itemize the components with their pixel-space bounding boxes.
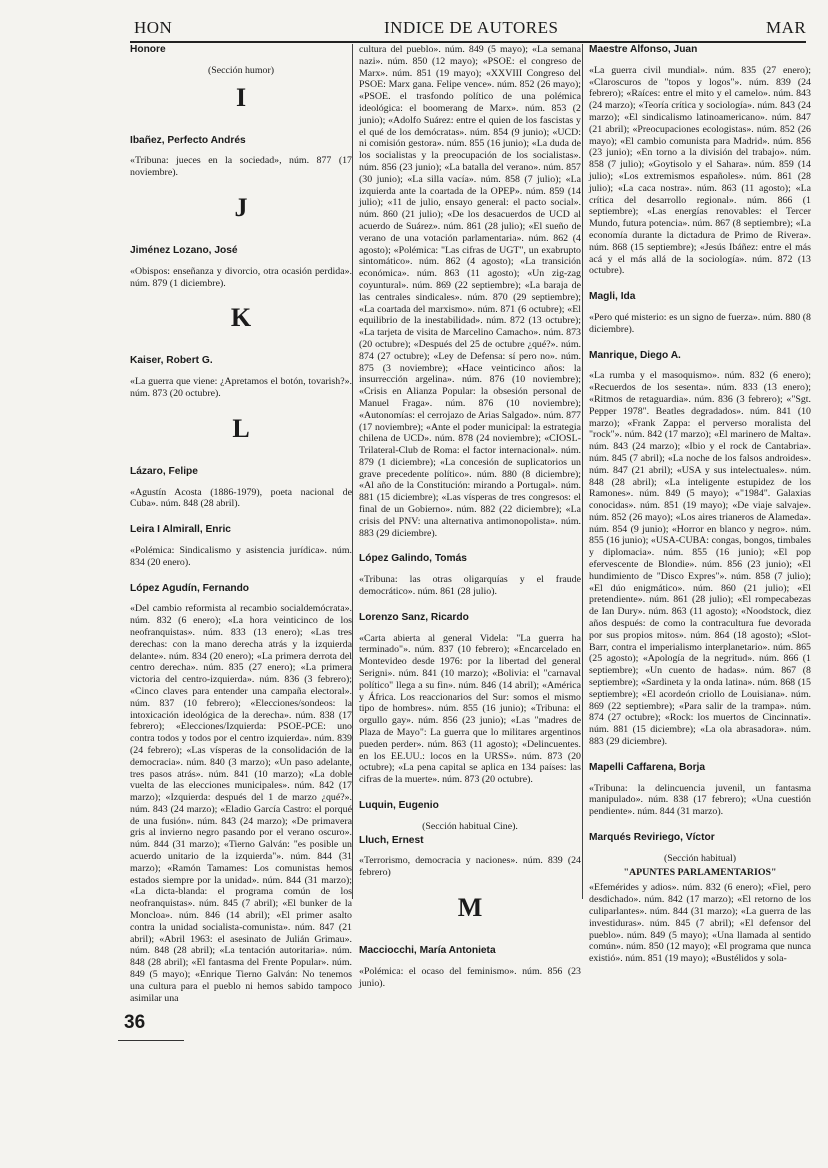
index-entry: «La rumba y el masoquismo». núm. 832 (6 enero); «Recuerdos de los sesenta». núm. 833 (13 enero); «Ritmos de retaguardia». núm. 836 (3 febrero); «"Sgt. Pepper 1978". Beatles degradados». núm. 841 (10 marzo); «Frank Zappa: el perverso moralista del "rock"». núm. 842 (17 marzo); «El marinero de Malta». núm. 843 (24 marzo); «Ibio y el rock de Cantabria». núm. 845 (7 abril); «La noche de los falsos androides». núm. 847 (21 abril); «USA y sus intelectuales». núm. 848 (28 abril); «La inteligente estupidez de los Ramones». núm. 849 (5 mayo); «"1984". Galaxias conocidas». núm. 851 (19 mayo); «De viaje salvaje». núm. 852 (26 mayo); «Los aires trianeros de Alameda». núm. 854 (9 junio); «Horror en blanco y negro». núm. 855 (16 junio); «USA-CUBA: congas, bongos, timbales y diplomacia». núm. 855 (16 junio); «El pop efervescente de Blondie». núm. 856 (23 junio); «El hundimiento de "Disco Expres"». núm. 858 (7 julio); «El dúo enigmático». núm. 860 (21 julio); «El pretendiente». núm. 861 (28 julio); «El rompecabezas de Ian Dury». núm. 863 (11 agosto); «Noodstock, diez años después: de como la contracultura fue devorada por sus propios mitos». núm. 864 (18 agosto); «Slot-Barr, contra el imperialismo interplanetario». núm. 865 (25 agosto); «Apología de la negritud». núm. 866 (1 septiembre); «Un cuento de hadas». núm. 867 (8 septiembre); «Sardineta y la onda latina». núm. 868 (15 septiembre); «El acordeón criollo de Louisiana». núm. 869 (22 septiembre); «Para salir de la trampa». núm. 874 (27 octubre); «Rock: los muertos de Cincinnati». núm. 881 (15 diciembre); «La ola abrasadora». núm. 883 (29 diciembre).	[589, 370, 811, 748]
author-name: López Galindo, Tomás	[359, 553, 467, 565]
column-divider-2	[582, 44, 583, 899]
author-name: Luquin, Eugenio	[359, 800, 439, 812]
footer-rule	[118, 1040, 184, 1041]
index-entry: «Obispos: enseñanza y divorcio, otra ocasión perdida». núm. 879 (1 diciembre).	[130, 265, 352, 289]
header-title: INDICE DE AUTORES	[384, 18, 559, 37]
section-letter: K	[230, 303, 252, 333]
section-letter: J	[234, 192, 248, 222]
index-entry: «Del cambio reformista al recambio socialdemócrata». núm. 832 (6 enero); «La hora veinticinco de los neofranquistas». núm. 833 (13 enero); «Las tres derechas: con la mano derecha atrás y la izquierda delante». núm. 834 (20 enero); «La primera derrota del centro derecha». núm. 835 (27 enero); «La primera victoria del centro-izquierda». núm. 836 (3 febrero); «Cinco claves para entender una campaña electoral». núm. 837 (10 febrero); «Elecciones/sondeos: la intoxicación ideológica de la derecha». núm. 838 (17 febrero); «Elecciones/Izquierda: PSOE-PCE: uno contra todos y todos por el centro izquierda». núm. 839 (24 febrero); «Las vísperas de la consolidación de la democracia». núm. 840 (3 marzo); «Un paso adelante, tres pasos atrás». núm. 841 (10 marzo); «La doble vuelta de las elecciones municipales». núm. 842 (17 marzo); «Izquierda: después del 1 de marzo ¿qué?». núm. 843 (24 marzo); «Eladio García Castro: el porqué de una fusión». núm. 843 (24 marzo); «De primavera gris al invierno negro pasando por el verano oscuro». núm. 844 (31 marzo); «Tierno Galván: "es posible un acuerdo unitario de la izquierda"». núm. 844 (31 marzo); «Ramón Tamames: Los comunistas hemos estados siempre por la unidad». núm. 844 (31 marzo); «La dicta-blanda: el programa común de los neofranquistas». núm. 845 (7 abril); «El bunker de la Moncloa». núm. 846 (14 abril); «El primer asalto contra la unidad socialista-comunista». núm. 847 (21 abril); «Abril 1963: el asesinato de Julián Grimau». núm. 848 (28 abril); «La tentación autoritaria». núm. 848 (28 abril); «El fantasma del Frente Popular». núm. 849 (5 mayo); «Enrique Tierno Galván: No tenemos una cultura para el pueblo ni hemos sabido tampoco asimilar una	[130, 603, 352, 1004]
column-divider-1	[352, 44, 353, 899]
column-1	[130, 44, 352, 1018]
index-entry: «Polémica: el ocaso del feminismo». núm. 856 (23 junio).	[359, 965, 581, 989]
index-entry: «Pero qué misterio: es un signo de fuerza». núm. 880 (8 diciembre).	[589, 311, 811, 335]
header-right: MAR	[766, 18, 807, 37]
author-name: Marqués Reviriego, Víctor	[589, 832, 715, 844]
index-entry: «Tribuna: la delincuencia juvenil, un fantasma manipulado». núm. 838 (17 febrero); «Una cuestión pendiente». núm. 844 (31 marzo).	[589, 782, 811, 818]
section-note: (Sección habitual)	[663, 852, 737, 864]
index-entry: «Agustín Acosta (1886-1979), poeta nacional de Cuba». núm. 848 (28 abril).	[130, 486, 352, 510]
section-letter: I	[235, 82, 247, 112]
section-title: "APUNTES PARLAMENTARIOS"	[623, 866, 777, 878]
index-entry: «Carta abierta al general Videla: "La guerra ha terminado"». núm. 837 (10 febrero); «Encarcelado en Montevideo desde 1976: por la libertad del general Serigni». núm. 841 (10 marzo); «Bolivia: el "carnaval político" llega a su fin». núm. 846 (14 abril); «América y África. Los reaccionarios del Sur: somos el mismo tipo de hombres». núm. 855 (16 junio); «Tribuna: el orgullo gay». núm. 856 (23 junio); «Las "madres de Plaza de Mayo": La guerra que lo militares argentinos pueden perder». núm. 863 (11 agosto); «Delincuentes. en los EE.UU.: locos en la URSS». núm. 873 (20 octubre); «La pena capital se aplica en 134 países: las cifras de la muerte». núm. 873 (20 octubre).	[359, 632, 581, 786]
header-rule	[130, 41, 806, 43]
author-name: Manrique, Diego A.	[589, 349, 681, 361]
author-name: Jiménez Lozano, José	[130, 244, 238, 256]
section-note: (Sección habitual Cine).	[422, 820, 518, 832]
column-2	[359, 44, 581, 1003]
author-name: Lázaro, Felipe	[130, 465, 198, 477]
index-entry: «Tribuna: jueces en la sociedad», núm. 877 (17 noviembre).	[130, 155, 352, 179]
author-name: Mapelli Caffarena, Borja	[589, 761, 706, 773]
section-letter: M	[457, 893, 483, 922]
index-entry: «Efemérides y adios». núm. 832 (6 enero); «Fiel, pero desdichado». núm. 842 (17 marzo); «El retorno de los culiparlantes». núm. 844 (31 marzo); «La guerra de las investiduras». núm. 845 (7 abril); «El defensor del pueblo». núm. 849 (5 mayo); «Una llamada al sentido común». núm. 850 (12 mayo); «El programa que nunca existió». núm. 851 (19 mayo); «Bustélidos y sola-	[589, 882, 811, 965]
index-entry: «La guerra civil mundial». núm. 835 (27 enero); «Claroscuros de "topos y logos"». núm. 839 (24 febrero); «Raíces: entre el mito y el camelo». núm. 843 (24 marzo); «Teoría crítica y sociología». núm. 843 (24 marzo); «El sindicalismo latinoamericano». núm. 847 (21 abril); «Preocupaciones ecologistas». núm. 852 (26 mayo); «El cambio comunista para Madrid». núm. 856 (23 junio); «En torno a la división del trabajo». núm. 858 (7 julio); «Goytisolo y el Sahara». núm. 859 (14 julio); «Los extremismos españoles». núm. 861 (28 julio); «La caca nostra». núm. 863 (11 agosto); «La crítica del desarrollo regional». núm. 866 (1 septiembre); «Las energías renovables: el Tercer Mundo, futura potencia». núm. 867 (8 septiembre); «La economía durante la dictadura de Primo de Rivera». núm. 868 (15 septiembre); «Jesús Ibáñez: entre el más acá y el más allá de la sociología». núm. 872 (13 octubre).	[589, 64, 811, 277]
index-entry: «Tribuna: las otras oligarquías y el fraude democrático». núm. 861 (28 julio).	[359, 574, 581, 598]
author-name: Kaiser, Robert G.	[130, 355, 213, 367]
index-entry: cultura del pueblo». núm. 849 (5 mayo); «La semana nazi». núm. 850 (12 mayo); «PSOE: el congreso de Marx». núm. 851 (19 mayo); «XXVIII Congreso del PSOE: Marx gana. Felipe vence». núm. 852 (26 mayo); «PSOE. el trasfondo político de una polémica ideológica: el boomerang de Marx». núm. 853 (2 junio); «Adolfo Suárez: entre el quien de los fascistas y el qué de los demócratas». núm. 854 (9 junio); «UCD: ni comisión gestora». núm. 855 (16 junio); «La duda de los socialistas y la preocupación de los socialistas». núm. 856 (23 junio); «La batalla del verano». núm. 857 (30 junio); «La silla vacía». núm. 858 (7 julio); «La izquierda ante la coartada de la OPEP». núm. 859 (14 julio); «11 de julio, ensayo general: el pacto social». núm. 860 (21 julio); «De los desacuerdos de UCD al acuerdo de Suárez». núm. 861 (28 julio); «El sueño de verano de una votación parlamentaria». núm. 862 (4 agosto); «Polémica: "Las cifras de UGT", un exabrupto sintomático». núm. 862 (4 agosto); «La transición económica». núm. 863 (11 agosto); «Un zig-zag coyuntural». núm. 869 (22 septiembre); «La baraja de las centrales sindicales». núm. 870 (29 septiembre); «La coartada del marxismo». núm. 871 (6 octubre); «El equilibrio de la inestabilidad». núm. 872 (13 octubre); «La tarjeta de visita de Marcelino Camacho». núm. 873 (20 octubre); «Después del 25 de octubre ¿qué?». núm. 874 (27 octubre); «Ley de Defensa: sí pero no». núm. 875 (3 noviembre); «Hace veinticinco años: la insurrección argelina». núm. 876 (10 noviembre); «Crisis en Alianza Popular: la obsesión personal de Manuel Fraga». núm. 876 (10 noviembre); «Autonomías: el cerrojazo de Arias Salgado». núm. 877 (17 noviembre); «Ante el poder municipal: la estrategia chilena de UCD». núm. 878 (24 noviembre); «CIOSL-Trilateral-Club de Roma: el factor internacional». núm. 879 (1 diciembre); «La concesión de suplicatorios un grave precedente político». núm. 880 (8 diciembre); «Al año de la Constitución: mirando a Portugal». núm. 881 (15 diciembre); «Las vísperas de tres congresos: el final de un Gobierno». núm. 882 (22 diciembre); «La crisis del PNV: una alternativa antimonopolista». núm. 883 (29 diciembre).	[359, 44, 581, 539]
index-entry: «Terrorismo, democracia y naciones». núm. 839 (24 febrero)	[359, 855, 581, 879]
author-name: Macciocchi, María Antonieta	[359, 945, 496, 956]
page-number: 36	[124, 1012, 146, 1033]
section-letter: L	[232, 413, 250, 443]
index-entry: «La guerra que viene: ¿Apretamos el botón, tovarish?». núm. 873 (20 octubre).	[130, 376, 352, 399]
author-name: Honore	[130, 44, 166, 55]
section-note: (Sección humor)	[207, 64, 275, 76]
author-name: Magli, Ida	[589, 291, 636, 303]
index-entry: «Polémica: Sindicalismo y asistencia jurídica». núm. 834 (20 enero).	[130, 544, 352, 568]
author-name: Maestre Alfonso, Juan	[589, 44, 698, 55]
author-name: Lorenzo Sanz, Ricardo	[359, 611, 469, 623]
header-left: HON	[134, 18, 173, 37]
author-name: Leira I Almirall, Enric	[130, 524, 231, 536]
author-name: Lluch, Ernest	[359, 834, 424, 846]
author-name: López Agudín, Fernando	[130, 582, 250, 594]
column-3	[589, 44, 811, 979]
author-name: Ibañez, Perfecto Andrés	[130, 134, 246, 146]
